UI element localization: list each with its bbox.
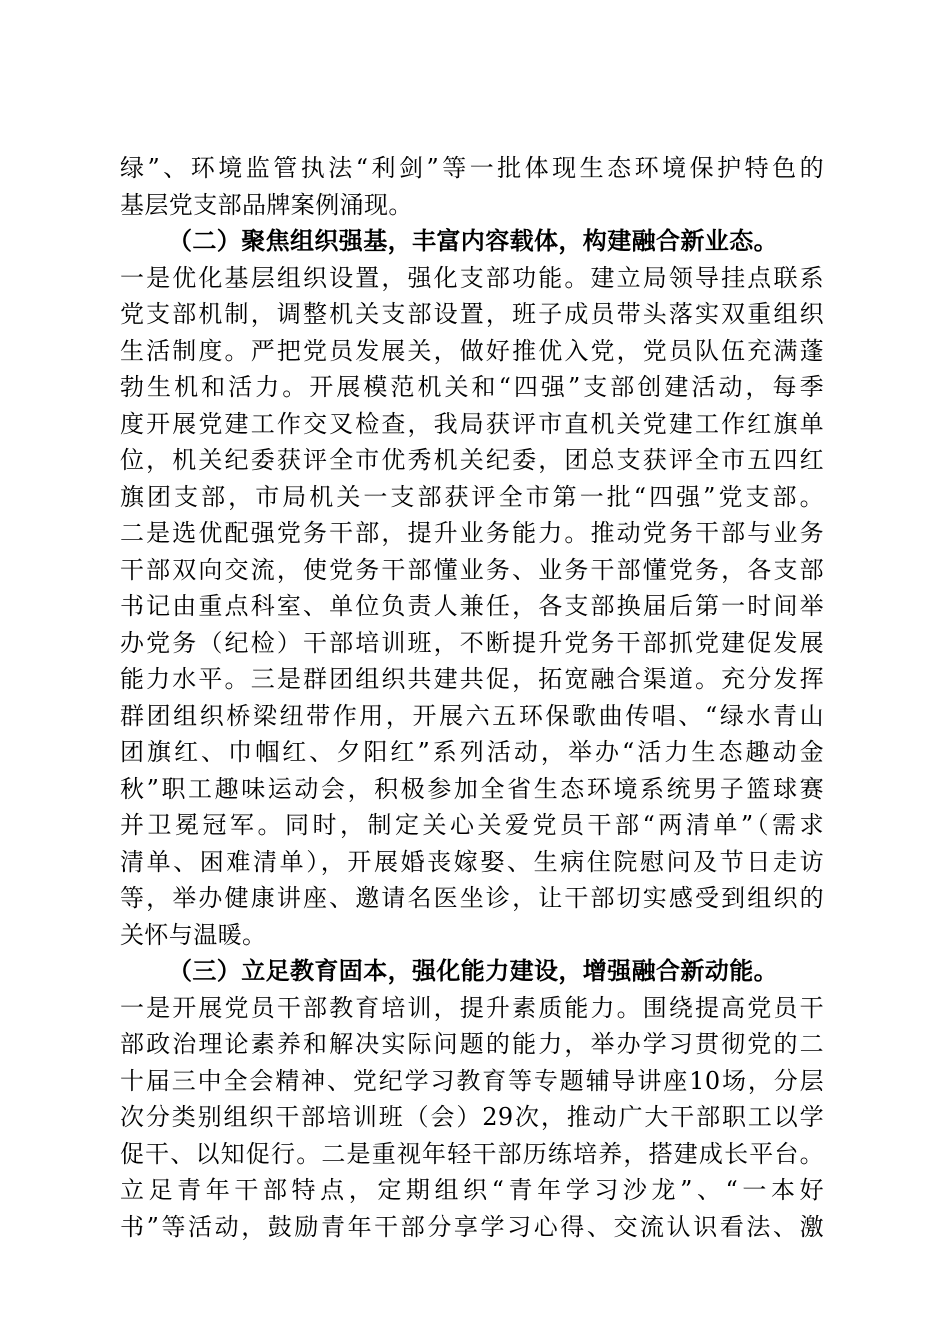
text-line: 书”等活动，鼓励青年干部分享学习心得、交流认识看法、激 <box>120 1212 824 1241</box>
text-line: 清单、困难清单），开展婚丧嫁娶、生病住院慰问及节日走访 <box>120 847 824 876</box>
text-line: 书记由重点科室、单位负责人兼任，各支部换届后第一时间举 <box>120 592 824 620</box>
text-line: 关怀与温暖。 <box>120 920 267 949</box>
text-line: 干部双向交流，使党务干部懂业务、业务干部懂党务，各支部 <box>120 555 824 584</box>
text-line: 能力水平。三是群团组织共建共促，拓宽融合渠道。充分发挥 <box>120 665 824 693</box>
text-line: 生活制度。严把党员发展关，做好推优入党，党员队伍充满蓬 <box>120 336 824 365</box>
section-heading: （三）立足教育固本，强化能力建设，增强融合新动能。 <box>168 956 778 985</box>
text-line: 次分类别组织干部培训班（会）29次，推动广大干部职工以学 <box>120 1103 824 1131</box>
text-line: 绿”、环境监管执法“利剑”等一批体现生态环境保护特色的 <box>120 154 824 182</box>
text-line: 群团组织桥梁纽带作用，开展六五环保歌曲传唱、“绿水青山 <box>120 701 824 730</box>
text-line: 度开展党建工作交叉检查，我局获评市直机关党建工作红旗单 <box>120 409 824 438</box>
text-line: 团旗红、巾帼红、夕阳红”系列活动，举办“活力生态趣动金 <box>120 738 824 766</box>
text-line: 十届三中全会精神、党纪学习教育等专题辅导讲座10场，分层 <box>120 1066 824 1095</box>
text-line: 旗团支部，市局机关一支部获评全市第一批“四强”党支部。 <box>120 482 824 511</box>
text-line: 立足青年干部特点，定期组织“青年学习沙龙”、“一本好 <box>120 1176 824 1204</box>
document-body <box>120 150 824 1245</box>
text-line: 一是开展党员干部教育培训，提升素质能力。围绕提高党员干 <box>120 993 824 1022</box>
section-heading: （二）聚焦组织强基，丰富内容载体，构建融合新业态。 <box>168 226 778 255</box>
text-line: 并卫冕冠军。同时，制定关心关爱党员干部“两清单”（需求 <box>120 811 824 839</box>
text-line: 党支部机制，调整机关支部设置，班子成员带头落实双重组织 <box>120 300 824 328</box>
text-line: 勃生机和活力。开展模范机关和“四强”支部创建活动，每季 <box>120 373 824 401</box>
text-line: 二是选优配强党务干部，提升业务能力。推动党务干部与业务 <box>120 519 824 547</box>
text-line: 基层党支部品牌案例涌现。 <box>120 190 413 219</box>
text-line: 等，举办健康讲座、邀请名医坐诊，让干部切实感受到组织的 <box>120 884 824 912</box>
text-line: 办党务（纪检）干部培训班，不断提升党务干部抓党建促发展 <box>120 628 824 657</box>
text-line: 位，机关纪委获评全市优秀机关纪委，团总支获评全市五四红 <box>120 446 824 474</box>
text-line: 一是优化基层组织设置，强化支部功能。建立局领导挂点联系 <box>120 263 824 292</box>
text-line: 促干、以知促行。二是重视年轻干部历练培养，搭建成长平台。 <box>120 1139 824 1168</box>
text-line: 部政治理论素养和解决实际问题的能力，举办学习贯彻党的二 <box>120 1030 824 1058</box>
text-line: 秋”职工趣味运动会，积极参加全省生态环境系统男子篮球赛 <box>120 774 824 803</box>
